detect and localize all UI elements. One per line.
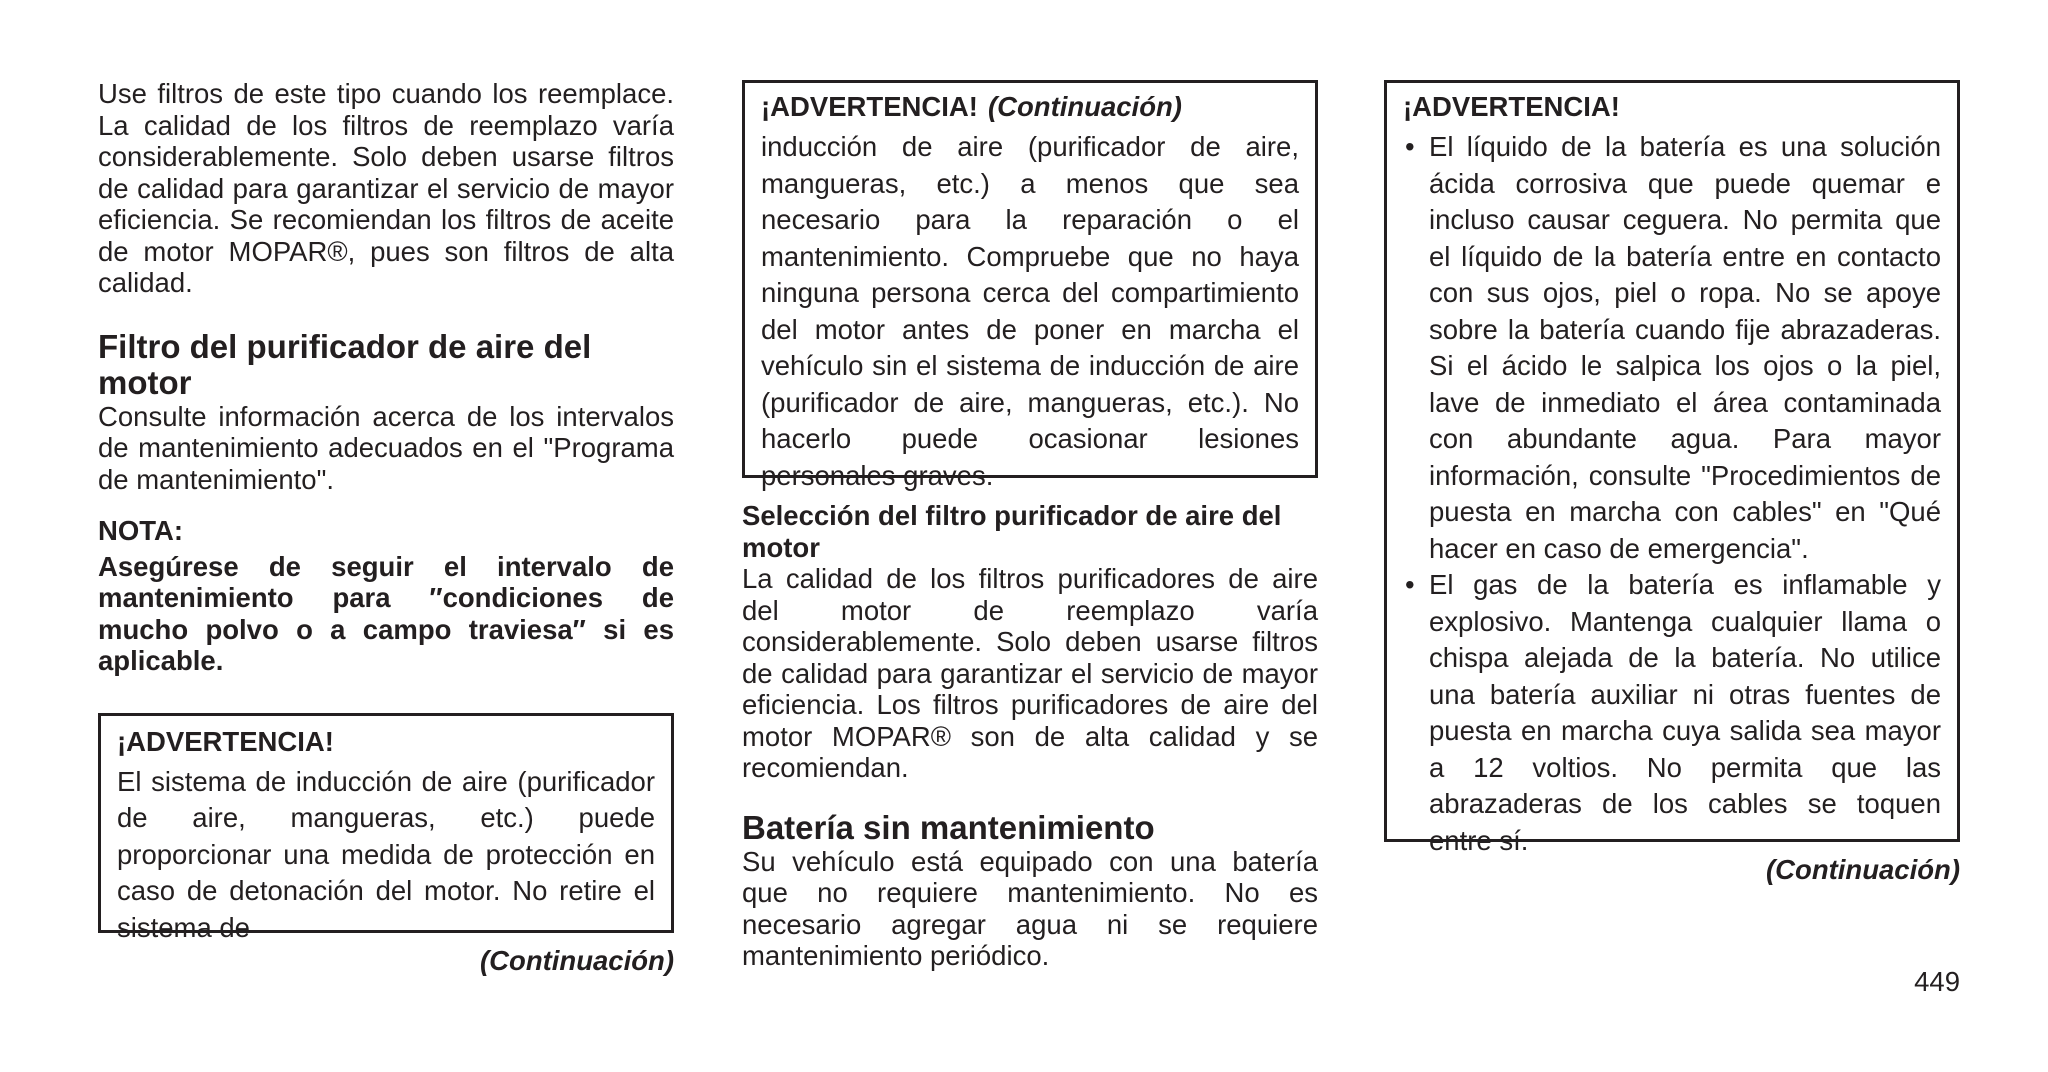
- filter-selection-heading: Selección del filtro purificador de aire del motor: [742, 500, 1282, 563]
- page-number: 449: [1914, 966, 1960, 997]
- warning-title-text: ¡ADVERTENCIA!: [761, 91, 978, 122]
- warning-box-left: [98, 713, 674, 943]
- warning-continuation: (Continuación): [987, 91, 1182, 122]
- column-right: [1384, 78, 1960, 886]
- warning-title: ¡ADVERTENCIA!: [117, 725, 334, 757]
- warning-bullet-item: [1403, 567, 1941, 859]
- continuation-label: (Continuación): [1766, 854, 1960, 885]
- warning-text: El sistema de inducción de aire (purificador de aire, mangueras, etc.) puede proporcionar una medida de protección en caso de detonación del motor. No retire el sistema de: [117, 765, 655, 943]
- filter-selection-paragraph: La calidad de los filtros purificadores de aire del motor de reemplazo varía considerablemente. Solo deben usarse filtros de calidad para garantizar el servicio de mayor eficiencia. Los filtros purificadores de aire del motor MOPAR® son de alta calidad y se recomiendan.: [742, 563, 1318, 783]
- bullet-icon: •: [1405, 569, 1415, 600]
- column-left: [98, 78, 674, 976]
- warning-title: [761, 89, 1299, 125]
- bullet-text: El líquido de la batería es una solución ácida corrosiva que puede quemar e incluso causar ceguera. No permita que el líquido de la batería entre en contacto con sus ojos, piel o ropa. No se apoye sobre la batería cuando fije abrazaderas. Si el ácido le salpica los ojos o la piel, lave de inmediato el área contaminada con abundante agua. Para mayor información, consulte "Procedimientos de puesta en marcha con cables" en "Qué hacer en caso de emergencia".: [1429, 131, 1941, 564]
- warning-box-middle: [742, 80, 1318, 491]
- warning-bullet-item: [1403, 129, 1941, 567]
- battery-heading: Batería sin mantenimiento: [742, 808, 1155, 846]
- bullet-text: El gas de la batería es inflamable y explosivo. Mantenga cualquier llama o chispa alejada de la batería. No utilice una batería auxiliar ni otras fuentes de puesta en marcha cuya salida sea mayor a 12 voltios. No permita que las abrazaderas de los cables se toquen entre sí.: [1429, 569, 1941, 856]
- warning-bullet-list: [1403, 129, 1941, 859]
- warning-text: inducción de aire (purificador de aire, mangueras, etc.) a menos que sea necesario para la reparación o el mantenimiento. Compruebe que no haya ninguna persona cerca del compartimiento del motor antes de poner en marcha el vehículo sin el sistema de inducción de aire (purificador de aire, mangueras, etc.). No hacerlo puede ocasionar lesiones personales graves.: [761, 131, 1299, 491]
- battery-paragraph: Su vehículo está equipado con una batería que no requiere mantenimiento. No es necesario agregar agua ni se requiere mantenimiento periódico.: [742, 845, 1318, 971]
- column-middle: [742, 78, 1318, 972]
- note-text: Asegúrese de seguir el intervalo de mantenimiento para ″condiciones de mucho polvo o a campo traviesa″ si es aplicable.: [98, 550, 674, 676]
- air-filter-heading: Filtro del purificador de aire del motor: [98, 327, 592, 401]
- intro-paragraph: Use filtros de este tipo cuando los reemplace. La calidad de los filtros de reemplazo varía considerablemente. Solo deben usarse filtros de calidad para garantizar el servicio de mayor eficiencia. Se recomiendan los filtros de aceite de motor MOPAR®, pues son filtros de alta calidad.: [98, 78, 674, 298]
- bullet-icon: •: [1405, 131, 1415, 162]
- warning-title: ¡ADVERTENCIA!: [1403, 91, 1620, 122]
- air-filter-paragraph: Consulte información acerca de los intervalos de mantenimiento adecuados en el "Programa de mantenimiento".: [98, 400, 674, 495]
- warning-box-right: [1384, 80, 1960, 856]
- continuation-label: (Continuación): [480, 944, 674, 976]
- note-label: NOTA:: [98, 515, 184, 546]
